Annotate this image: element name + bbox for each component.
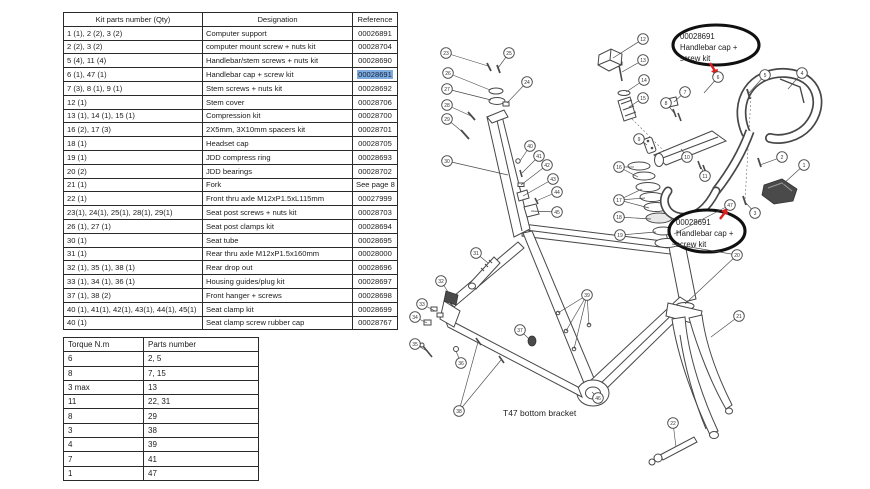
kit-table-row bbox=[64, 68, 398, 82]
kit-table-row bbox=[64, 150, 398, 164]
callout-number-44: 44 bbox=[554, 189, 560, 196]
kit-table-row bbox=[64, 247, 398, 261]
kit-cell-reference: 00026891 bbox=[353, 26, 398, 40]
kit-table-row bbox=[64, 164, 398, 178]
kit-table-row bbox=[64, 302, 398, 316]
kit-cell-parts: 21 (1) bbox=[64, 178, 203, 192]
kit-table-row bbox=[64, 109, 398, 123]
kit-cell-parts: 40 (1), 41(1), 42(1), 43(1), 44(1), 45(1) bbox=[64, 302, 203, 316]
seat-post-group bbox=[461, 63, 530, 237]
kit-cell-reference bbox=[353, 68, 398, 82]
callout-number-24: 24 bbox=[524, 79, 530, 86]
kit-cell-designation: Front thru axle M12xP1.5xL115mm bbox=[203, 192, 353, 206]
callout-leader-39 bbox=[566, 295, 587, 331]
kit-cell-parts: 33 (1), 34 (1), 36 (1) bbox=[64, 275, 203, 289]
torque-cell-parts: 2, 5 bbox=[144, 352, 259, 366]
kit-table-row bbox=[64, 192, 398, 206]
kit-cell-parts: 30 (1) bbox=[64, 233, 203, 247]
callout-number-37: 37 bbox=[517, 327, 523, 334]
callout-number-43: 43 bbox=[550, 176, 556, 183]
kit-cell-reference: 00028696 bbox=[353, 261, 398, 275]
kit-cell-designation: Rear drop out bbox=[203, 261, 353, 275]
callout-number-16: 16 bbox=[616, 164, 622, 171]
kit-cell-reference: 00028697 bbox=[353, 275, 398, 289]
torque-cell-nm: 8 bbox=[64, 409, 144, 423]
torque-table-row bbox=[64, 380, 259, 394]
kit-cell-designation: JDD bearings bbox=[203, 164, 353, 178]
callout-number-20: 20 bbox=[734, 252, 740, 259]
callout-number-25: 25 bbox=[506, 50, 512, 57]
kit-table-row bbox=[64, 288, 398, 302]
kit-table-row bbox=[64, 81, 398, 95]
kit-cell-designation: Seat clamp screw rubber cap bbox=[203, 316, 353, 330]
callout-number-34: 34 bbox=[412, 314, 418, 321]
callout-number-7: 7 bbox=[683, 89, 687, 96]
kit-cell-designation: Rear thru axle M12xP1.5x160mm bbox=[203, 247, 353, 261]
torque-table-row bbox=[64, 395, 259, 409]
torque-table-row bbox=[64, 366, 259, 380]
kit-cell-reference: 00028692 bbox=[353, 81, 398, 95]
kit-header-parts: Kit parts number (Qty) bbox=[64, 13, 203, 27]
kit-cell-parts: 20 (2) bbox=[64, 164, 203, 178]
torque-table-row bbox=[64, 409, 259, 423]
torque-cell-nm: 8 bbox=[64, 366, 144, 380]
kit-cell-designation: Stem cover bbox=[203, 95, 353, 109]
kit-cell-designation: Compression kit bbox=[203, 109, 353, 123]
bubble-mid-line3: screw kit bbox=[676, 240, 707, 249]
callout-number-21: 21 bbox=[736, 313, 742, 320]
callout-number-45: 45 bbox=[554, 209, 560, 216]
kit-cell-reference: 00028702 bbox=[353, 164, 398, 178]
torque-cell-parts: 38 bbox=[144, 423, 259, 437]
callout-number-38: 38 bbox=[456, 408, 462, 415]
callout-leader-20 bbox=[685, 255, 737, 304]
kit-cell-designation: Housing guides/plug kit bbox=[203, 275, 353, 289]
kit-cell-designation: Handlebar cap + screw kit bbox=[203, 68, 353, 82]
exploded-bike-diagram bbox=[408, 5, 870, 487]
kit-table-row bbox=[64, 178, 398, 192]
callout-leader-39 bbox=[574, 295, 587, 349]
kit-cell-parts: 40 (1) bbox=[64, 316, 203, 330]
kit-table-row bbox=[64, 316, 398, 330]
kit-cell-reference: 00028698 bbox=[353, 288, 398, 302]
callout-leader-38 bbox=[459, 360, 501, 411]
kit-cell-parts: 13 (1), 14 (1), 15 (1) bbox=[64, 109, 203, 123]
kit-cell-parts: 19 (1) bbox=[64, 150, 203, 164]
kit-cell-reference: 00027999 bbox=[353, 192, 398, 206]
callout-leader-38 bbox=[459, 342, 478, 411]
kit-cell-reference: 00028695 bbox=[353, 233, 398, 247]
callout-number-33: 33 bbox=[419, 301, 425, 308]
kit-cell-parts: 2 (2), 3 (2) bbox=[64, 40, 203, 54]
kit-table-row bbox=[64, 219, 398, 233]
computer-mount bbox=[743, 158, 797, 205]
callout-number-12: 12 bbox=[640, 36, 646, 43]
callout-number-22: 22 bbox=[670, 420, 676, 427]
kit-cell-reference: 00028699 bbox=[353, 302, 398, 316]
callout-number-31: 31 bbox=[473, 250, 479, 257]
callout-number-3: 3 bbox=[753, 210, 757, 217]
callout-number-5: 5 bbox=[763, 72, 767, 79]
kit-cell-reference: 00028706 bbox=[353, 95, 398, 109]
kit-cell-parts: 16 (2), 17 (3) bbox=[64, 123, 203, 137]
callout-number-39: 39 bbox=[584, 292, 590, 299]
kit-cell-designation: Seat clamp kit bbox=[203, 302, 353, 316]
callout-leader-27 bbox=[447, 89, 491, 100]
callout-number-27: 27 bbox=[444, 86, 450, 93]
callout-number-13: 13 bbox=[640, 57, 646, 64]
callout-number-29: 29 bbox=[444, 116, 450, 123]
kit-cell-reference: 00028694 bbox=[353, 219, 398, 233]
kit-cell-designation: JDD compress ring bbox=[203, 150, 353, 164]
torque-table-row bbox=[64, 423, 259, 437]
torque-table-row bbox=[64, 352, 259, 366]
kit-cell-parts: 23(1), 24(1), 25(1), 28(1), 29(1) bbox=[64, 206, 203, 220]
kit-table-row bbox=[64, 261, 398, 275]
kit-cell-designation: Seat tube bbox=[203, 233, 353, 247]
bubble-top-line2: Handlebar cap + bbox=[680, 43, 738, 52]
rear-thru-axle bbox=[469, 257, 501, 289]
bottom-bracket-label: T47 bottom bracket bbox=[503, 408, 577, 418]
callout-leader-23 bbox=[446, 53, 488, 66]
torque-cell-nm: 11 bbox=[64, 395, 144, 409]
kit-cell-reference: 00028000 bbox=[353, 247, 398, 261]
kit-cell-reference: See page 8 bbox=[353, 178, 398, 192]
callout-number-19: 19 bbox=[617, 232, 623, 239]
kit-cell-parts: 31 (1) bbox=[64, 247, 203, 261]
torque-table-row bbox=[64, 452, 259, 466]
kit-cell-parts: 37 (1), 38 (2) bbox=[64, 288, 203, 302]
kit-cell-parts: 12 (1) bbox=[64, 95, 203, 109]
torque-cell-parts: 7, 15 bbox=[144, 366, 259, 380]
callout-number-23: 23 bbox=[443, 50, 449, 57]
kit-cell-parts: 32 (1), 35 (1), 38 (1) bbox=[64, 261, 203, 275]
kit-cell-designation: 2X5mm, 3X10mm spacers kit bbox=[203, 123, 353, 137]
callout-number-17: 17 bbox=[616, 197, 622, 204]
callout-number-6: 6 bbox=[716, 74, 720, 81]
torque-header-nm: Torque N.m bbox=[64, 338, 144, 352]
callout-number-4: 4 bbox=[800, 70, 804, 77]
torque-cell-parts: 29 bbox=[144, 409, 259, 423]
kit-cell-designation: Fork bbox=[203, 178, 353, 192]
torque-cell-nm: 3 max bbox=[64, 380, 144, 394]
kit-table-row bbox=[64, 206, 398, 220]
kit-cell-designation: Headset cap bbox=[203, 137, 353, 151]
bubble-top-ref: 00028691 bbox=[680, 32, 715, 41]
kit-cell-parts: 22 (1) bbox=[64, 192, 203, 206]
kit-cell-reference: 00028701 bbox=[353, 123, 398, 137]
torque-header-parts: Parts number bbox=[144, 338, 259, 352]
kit-cell-reference: 00028704 bbox=[353, 40, 398, 54]
kit-cell-parts: 6 (1), 47 (1) bbox=[64, 68, 203, 82]
kit-table-row bbox=[64, 137, 398, 151]
kit-table-row bbox=[64, 40, 398, 54]
kit-cell-reference: 00028690 bbox=[353, 54, 398, 68]
kit-table-row bbox=[64, 275, 398, 289]
torque-table-header-row bbox=[64, 338, 259, 352]
kit-cell-parts: 1 (1), 2 (2), 3 (2) bbox=[64, 26, 203, 40]
callout-number-36: 36 bbox=[458, 360, 464, 367]
kit-cell-parts: 18 (1) bbox=[64, 137, 203, 151]
highlighted-reference: 00028691 bbox=[358, 70, 392, 80]
kit-cell-designation: computer mount screw + nuts kit bbox=[203, 40, 353, 54]
kit-header-reference: Reference bbox=[353, 13, 398, 27]
bubble-handlebar-cap-top bbox=[673, 25, 759, 76]
callout-number-8: 8 bbox=[664, 100, 668, 107]
kit-cell-designation: Front hanger + screws bbox=[203, 288, 353, 302]
callout-number-41: 41 bbox=[536, 153, 542, 160]
torque-cell-parts: 13 bbox=[144, 380, 259, 394]
kit-cell-reference: 00028700 bbox=[353, 109, 398, 123]
torque-table-row bbox=[64, 466, 259, 480]
callout-number-11: 11 bbox=[702, 173, 708, 180]
callout-number-26: 26 bbox=[445, 70, 451, 77]
torque-table bbox=[63, 337, 259, 481]
torque-cell-nm: 7 bbox=[64, 452, 144, 466]
callout-number-9: 9 bbox=[637, 136, 641, 143]
kit-cell-parts: 26 (1), 27 (1) bbox=[64, 219, 203, 233]
callout-number-46: 46 bbox=[595, 395, 601, 402]
front-thru-axle bbox=[649, 437, 697, 465]
bubble-mid-ref: 00028691 bbox=[676, 218, 711, 227]
callout-number-42: 42 bbox=[544, 162, 550, 169]
compression-kit bbox=[598, 49, 636, 121]
kit-cell-designation: Computer support bbox=[203, 26, 353, 40]
kit-table-body bbox=[64, 26, 398, 330]
bubble-top-line3: screw kit bbox=[680, 54, 711, 63]
callout-number-1: 1 bbox=[802, 162, 806, 169]
kit-cell-designation: Stem screws + nuts kit bbox=[203, 81, 353, 95]
torque-cell-nm: 4 bbox=[64, 438, 144, 452]
torque-cell-parts: 39 bbox=[144, 438, 259, 452]
kit-cell-reference: 00028703 bbox=[353, 206, 398, 220]
kit-cell-parts: 7 (3), 8 (1), 9 (1) bbox=[64, 81, 203, 95]
torque-cell-nm: 3 bbox=[64, 423, 144, 437]
kit-cell-designation: Handlebar/stem screws + nuts kit bbox=[203, 54, 353, 68]
torque-cell-parts: 41 bbox=[144, 452, 259, 466]
torque-table-body bbox=[64, 352, 259, 481]
kit-table-row bbox=[64, 26, 398, 40]
kit-table-row bbox=[64, 123, 398, 137]
callout-number-28: 28 bbox=[444, 102, 450, 109]
kit-table-row bbox=[64, 54, 398, 68]
kit-cell-reference: 00028767 bbox=[353, 316, 398, 330]
kit-table-header-row bbox=[64, 13, 398, 27]
kit-cell-designation: Seat post clamps kit bbox=[203, 219, 353, 233]
kit-parts-table bbox=[63, 12, 398, 330]
torque-cell-parts: 22, 31 bbox=[144, 395, 259, 409]
kit-table-row bbox=[64, 95, 398, 109]
callout-number-18: 18 bbox=[616, 214, 622, 221]
callout-number-30: 30 bbox=[444, 158, 450, 165]
torque-cell-parts: 47 bbox=[144, 466, 259, 480]
callout-number-35: 35 bbox=[412, 341, 418, 348]
kit-cell-reference: 00028693 bbox=[353, 150, 398, 164]
callout-number-14: 14 bbox=[641, 77, 647, 84]
torque-cell-nm: 6 bbox=[64, 352, 144, 366]
callout-number-40: 40 bbox=[527, 143, 533, 150]
callout-number-32: 32 bbox=[438, 278, 444, 285]
kit-table-row bbox=[64, 233, 398, 247]
callout-number-2: 2 bbox=[780, 154, 784, 161]
callout-number-47: 47 bbox=[727, 202, 733, 209]
kit-cell-reference: 00028705 bbox=[353, 137, 398, 151]
kit-cell-parts: 5 (4), 11 (4) bbox=[64, 54, 203, 68]
torque-table-row bbox=[64, 438, 259, 452]
kit-cell-designation: Seat post screws + nuts kit bbox=[203, 206, 353, 220]
torque-cell-nm: 1 bbox=[64, 466, 144, 480]
callout-number-15: 15 bbox=[640, 95, 646, 102]
callout-number-10: 10 bbox=[684, 154, 690, 161]
kit-header-designation: Designation bbox=[203, 13, 353, 27]
callout-leader-26 bbox=[448, 73, 490, 90]
bubble-mid-line2: Handlebar cap + bbox=[676, 229, 734, 238]
